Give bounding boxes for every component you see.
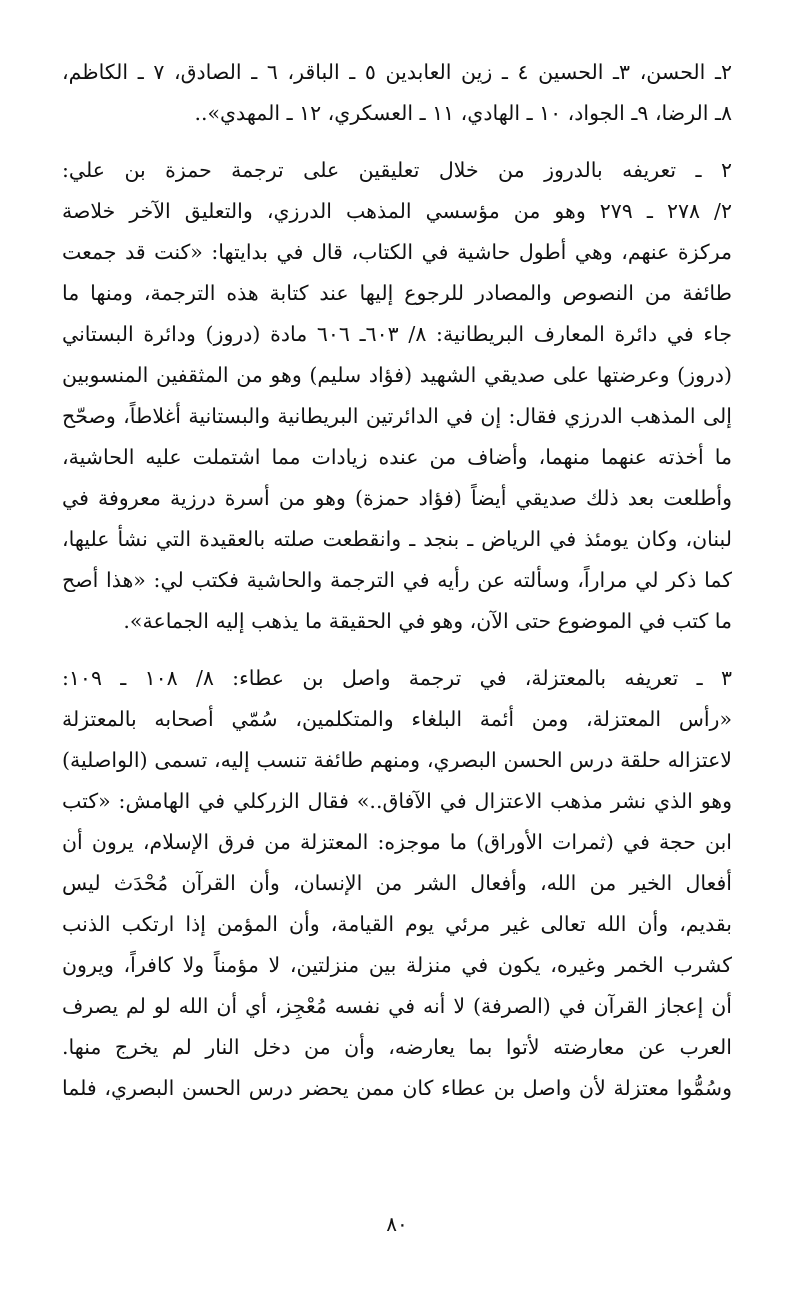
text-line: ٢ـ الحسن، ٣ـ الحسين ٤ ـ زين العابدين ٥ ـ الباقر، ٦ ـ الصادق، ٧ ـ الكاظم، bbox=[62, 60, 732, 84]
text-line: ٨ـ الرضا، ٩ـ الجواد، ١٠ ـ الهادي، ١١ ـ العسكري، ١٢ ـ المهدي».. bbox=[194, 101, 732, 125]
text-line: ٣ ـ تعريفه بالمعتزلة، في ترجمة واصل بن عطاء: ٨/ ١٠٨ ـ ١٠٩: bbox=[62, 666, 732, 690]
text-line: وأطلعت بعد ذلك صديقي أيضاً (فؤاد حمزة) وهو من أسرة درزية معروفة في bbox=[62, 486, 732, 510]
text-line: ما أخذته عنهما منهما، وأضاف من عنده زيادات مما اشتملت عليه الحاشية، bbox=[62, 445, 732, 469]
text-line: كما ذكر لي مراراً، وسألته عن رأيه في الترجمة والحاشية فكتب لي: «هذا أصح bbox=[62, 568, 732, 592]
page-body bbox=[62, 52, 732, 1236]
text-line: «رأس المعتزلة، ومن أئمة البلغاء والمتكلمين، سُمّي أصحابه بالمعتزلة bbox=[62, 707, 732, 731]
paragraph-druze bbox=[62, 150, 732, 642]
text-line: العرب عن معارضته لأتوا بما يعارضه، وأن من دخل النار لم يخرج منها. bbox=[62, 1035, 732, 1059]
text-line: (دروز) وعرضتها على صديقي الشهيد (فؤاد سليم) وهو من المثقفين المنسوبين bbox=[62, 363, 732, 387]
text-line: وسُمُّوا معتزلة لأن واصل بن عطاء كان ممن يحضر درس الحسن البصري، فلما bbox=[62, 1076, 732, 1100]
paragraph-imams-list bbox=[62, 52, 732, 134]
text-line: لاعتزاله حلقة درس الحسن البصري، ومنهم طائفة تنسب إليه، تسمى (الواصلية) bbox=[62, 748, 732, 772]
text-line: طائفة من النصوص والمصادر للرجوع إليها عند كتابة هذه الترجمة، ومنها ما bbox=[62, 281, 732, 305]
text-line: لبنان، وكان يومئذ في الرياض ـ بنجد ـ وانقطعت صلته بالعقيدة التي نشأ عليها، bbox=[62, 527, 732, 551]
text-line: بقديم، وأن الله تعالى غير مرئي يوم القيامة، وأن المؤمن إذا ارتكب الذنب bbox=[62, 912, 732, 936]
paragraph-gap bbox=[62, 134, 732, 150]
text-line: أفعال الخير من الله، وأفعال الشر من الإنسان، وأن القرآن مُحْدَث ليس bbox=[62, 871, 732, 895]
text-line: جاء في دائرة المعارف البريطانية: ٨/ ٦٠٣ـ ٦٠٦ مادة (دروز) ودائرة البستاني bbox=[62, 322, 732, 346]
paragraph-gap bbox=[62, 642, 732, 658]
text-line: أن إعجاز القرآن في (الصرفة) لا أنه في نفسه مُعْجِز، أي أن الله لو لم يصرف bbox=[62, 994, 732, 1018]
page-number: ٨٠ bbox=[386, 1212, 408, 1236]
text-line: ٢/ ٢٧٨ ـ ٢٧٩ وهو من مؤسسي المذهب الدرزي، والتعليق الآخر خلاصة bbox=[62, 199, 732, 223]
text-line: ٢ ـ تعريفه بالدروز من خلال تعليقين على ترجمة حمزة بن علي: bbox=[62, 158, 732, 182]
text-line: وهو الذي نشر مذهب الاعتزال في الآفاق..» فقال الزركلي في الهامش: «كتب bbox=[62, 789, 732, 813]
text-line: مركزة عنهم، وهي أطول حاشية في الكتاب، قال في بدايتها: «كنت قد جمعت bbox=[62, 240, 732, 264]
text-line: إلى المذهب الدرزي فقال: إن في الدائرتين البريطانية والبستانية أغلاطاً، وصحّح bbox=[62, 404, 732, 428]
text-line: ابن حجة في (ثمرات الأوراق) ما موجزه: المعتزلة من فرق الإسلام، يرون أن bbox=[62, 830, 732, 854]
paragraph-mutazila bbox=[62, 658, 732, 1109]
text-line: كشرب الخمر وغيره، يكون في منزلة بين منزلتين، لا مؤمناً ولا كافراً، ويرون bbox=[62, 953, 732, 977]
text-line: ما كتب في الموضوع حتى الآن، وهو في الحقيقة ما يذهب إليه الجماعة». bbox=[123, 609, 732, 633]
